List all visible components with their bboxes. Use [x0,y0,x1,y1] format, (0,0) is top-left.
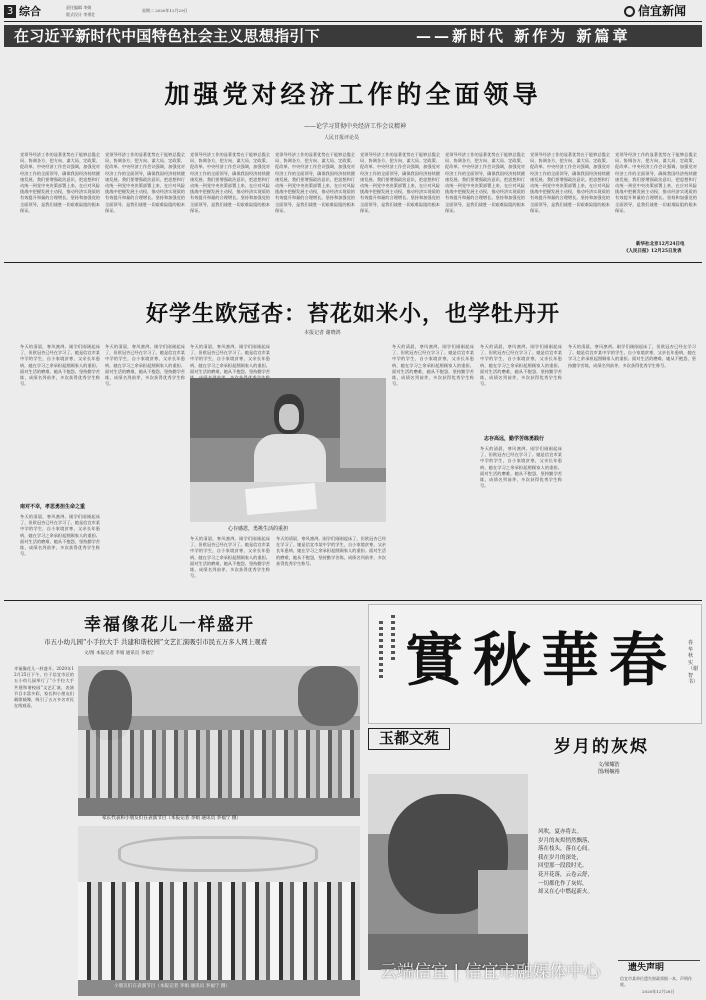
article3-subtitle: 市五小幼儿园“小手拉大手 共建和谐校园”文艺汇演吸引市民五万多人网上观看 [44,638,268,646]
watermark: 云端信宜 | 信宜市融媒体中心 [380,962,601,982]
kindergarten-photo-2 [78,826,360,996]
yudu-column-name: 玉都文苑 [368,728,450,750]
article1-col-8: 党领导经济工作的显著优势在于能够总揽全局、协调各方，把方向、谋大局、定政策、促改革。中央经济工作会议强调，加强党对经济工作的全面领导，确保我国经济持续健康发展。我们要增强政治意识，把思想和行动统一到党中央决策部署上来，在应对风险挑战中把握发展主动权，推动经济实现质的有效提升和量的合理增长。坚持和加强党的全面领导，是我们战胜一切艰难险阻的根本保证。 [615,152,697,213]
photo1-ground [78,798,360,816]
article2-byline: 本报记者 谢晓鸿 [304,330,341,336]
article2-title: 好学生欧冠杏：苔花如米小，也学牡丹开 [145,301,560,327]
theme-banner [4,25,702,47]
essay-title: 岁月的灰烬 [554,737,649,757]
kindergarten-caption-1: 家长代表和小朋友们在表演节目（本报记者 李娟 通讯员 李福宁 摄） [102,816,242,821]
photo1-tree-2 [298,666,358,726]
notice-body: 信宜市某单位遗失财政票据一本，声明作废。 [620,976,692,987]
article2-col-6b: 冬天的清晨，寒风凛冽。刚学们刚刚起床了，但欧冠杏已经在学习了。她是信宜市某中学的学生，自小家境贫寒，父亲长年患病，她在学习之余承担起照顾家人的重担。面对生活的磨难，她从不抱怨，坚持勤学苦练，成绩名列前茅，多次获得优秀学生称号。 [480,446,562,489]
essay-poem: 风吹，夏亦将去。 岁月的灰烬悄然飘落， 落在枝头，落在心间。 我在岁月的深处， 回望那一段段时光。 花开花落，云卷云舒， 一切都化作了灰烬， 却又在心中燃起新火。 [538,829,594,896]
calligraphy-side-label: 春华秋实（谢智 书） [688,640,699,685]
issue-date: 星期二 2020年12月29日 [142,8,188,13]
article1-title: 加强党对经济工作的全面领导 [164,80,542,109]
article-party-economy [4,50,702,280]
section-name: 综合 [19,5,41,18]
article-kindergarten [4,604,360,1000]
article3-byline: 文/图 本报记者 李娟 通讯员 李福宁 [84,651,155,656]
article2-col-3: 冬天的清晨，寒风凛冽。刚学们刚刚起床了，但欧冠杏已经在学习了。她是信宜市某中学的学生，自小家境贫寒，父亲长年患病，她在学习之余承担起照顾家人的重担。面对生活的磨难，她从不抱怨，坚持勤学苦 [190,344,270,374]
article2-col-7: 冬天的清晨，寒风凛冽。刚学们刚刚起床了，但欧冠杏已经在学习了。她是信宜市某中学的学生，自小家境贫寒，父亲长年患病，她在学习之余承担起照顾家人的重担。面对生活的磨难，她从不抱怨，坚持勤学苦练，成绩名列前茅，多次获得优秀学生称号。 [568,344,696,368]
article1-col-4: 党领导经济工作的显著优势在于能够总揽全局、协调各方，把方向、谋大局、定政策、促改革。中央经济工作会议强调，加强党对经济工作的全面领导，确保我国经济持续健康发展。我们要增强政治意识，把思想和行动统一到党中央决策部署上来，在应对风险挑战中把握发展主动权，推动经济实现质的有效提升和量的合理增长。坚持和加强党的全面领导，是我们战胜一切艰难险阻的根本保证。 [275,152,355,213]
article1-byline: 人民日报评论员 [324,135,360,141]
article2-col-1: 冬天的清晨，寒风凛冽。刚学们刚刚起床了，但欧冠杏已经在学习了。她是信宜市某中学的学生，自小家境贫寒，父亲长年患病，她在学习之余承担起照顾家人的重担。面对生活的磨难，她从不抱怨，坚持勤学苦练，成绩名列前茅，多次获得优秀学生称号。 [20,344,100,387]
essay-photo [368,774,528,970]
kindergarten-caption-2: 小朋友们在表演节目（本报记者 李娟 通讯员 李福宁 摄） [114,984,231,989]
article2-col-3b: 冬天的清晨，寒风凛冽。刚学们刚刚起床了，但欧冠杏已经在学习了。她是信宜市某中学的学生，自小家境贫寒，父亲长年患病，她在学习之余承担起照顾家人的重担。面对生活的磨难，她从不抱怨，坚持勤学苦练，成绩名列前茅，多次获得优秀学生称号。 [190,536,270,579]
masthead [4,4,702,20]
editor-line: 责任编辑 李娟 [66,5,92,10]
logo-icon [624,6,635,17]
divider-2 [4,600,702,601]
article2-col-5: 冬天的清晨，寒风凛冽。刚学们刚刚起床了，但欧冠杏已经在学习了。她是信宜市某中学的学生，自小家境贫寒，父亲长年患病，她在学习之余承担起照顾家人的重担。面对生活的磨难，她从不抱怨，坚持勤学苦练，成绩名列前茅，多次获得优秀学生称号。 [392,344,474,387]
page-number: 3 [4,5,16,18]
photo2-children [78,882,360,982]
banner-left: 在习近平新时代中国特色社会主义思想指引下 [14,27,321,45]
article-good-student [4,264,702,620]
article2-col-4b: 冬天的清晨，寒风凛冽。刚学们刚刚起床了，但欧冠杏已经在学习了。她是信宜市某中学的学生，自小家境贫寒，父亲长年患病，她在学习之余承担起照顾家人的重担。面对生活的磨难，她从不抱怨，坚持勤学苦练，成绩名列前茅，多次获得优秀学生称号。 [276,536,386,566]
article2-subhead-2: 志存高远，勤学苦练勇践行 [484,436,545,442]
calligraphy-panel [368,604,702,724]
article1-col-7: 党领导经济工作的显著优势在于能够总揽全局、协调各方，把方向、谋大局、定政策、促改革。中央经济工作会议强调，加强党对经济工作的全面领导，确保我国经济持续健康发展。我们要增强政治意识，把思想和行动统一到党中央决策部署上来，在应对风险挑战中把握发展主动权，推动经济实现质的有效提升和量的合理增长。坚持和加强党的全面领导，是我们战胜一切艰难险阻的根本保证。 [530,152,610,213]
paper-name: 信宜新闻 [638,4,687,18]
article2-col-2: 冬天的清晨，寒风凛冽。刚学们刚刚起床了，但欧冠杏已经在学习了。她是信宜市某中学的学生，自小家境贫寒，父亲长年患病，她在学习之余承担起照顾家人的重担。面对生活的磨难，她从不抱怨，坚持勤学苦练，成绩名列前茅，多次获得优秀学生称号。 [105,344,185,387]
article1-source-1: 新华社北京12月24日电 [636,242,685,247]
article1-subtitle: ——论学习贯彻中央经济工作会议精神 [304,123,407,130]
article3-title: 幸福像花儿一样盛开 [84,615,255,635]
notice-date: 2020年12月28日 [642,989,675,994]
notice-title: 遗失声明 [628,963,665,973]
essay-author: 文/梁耀浩 [598,762,620,768]
paper-logo [624,4,702,19]
calligraphy-seal-text [379,621,383,681]
article2-col-1b: 冬天的清晨，寒风凛冽。刚学们刚刚起床了，但欧冠杏已经在学习了。她是信宜市某中学的学生，自小家境贫寒，父亲长年患病，她在学习之余承担起照顾家人的重担。面对生活的磨难，她从不抱怨，坚持勤学苦练，成绩名列前茅，多次获得优秀学生称号。 [20,514,100,557]
photo1-crowd [78,730,360,800]
article1-col-1: 党领导经济工作的显著优势在于能够总揽全局、协调各方，把方向、谋大局、定政策、促改革。中央经济工作会议强调，加强党对经济工作的全面领导，确保我国经济持续健康发展。我们要增强政治意识，把思想和行动统一到党中央决策部署上来，在应对风险挑战中把握发展主动权，推动经济实现质的有效提升和量的合理增长。坚持和加强党的全面领导，是我们战胜一切艰难险阻的根本保证。 [20,152,100,213]
student-photo-caption: 心存感恩，勇挑生活的重担 [228,526,289,532]
article1-col-6: 党领导经济工作的显著优势在于能够总揽全局、协调各方，把方向、谋大局、定政策、促改革。中央经济工作会议强调，加强党对经济工作的全面领导，确保我国经济持续健康发展。我们要增强政治意识，把思想和行动统一到党中央决策部署上来，在应对风险挑战中把握发展主动权，推动经济实现质的有效提升和量的合理增长。坚持和加强党的全面领导，是我们战胜一切艰难险阻的根本保证。 [445,152,525,213]
article1-col-3: 党领导经济工作的显著优势在于能够总揽全局、协调各方，把方向、谋大局、定政策、促改革。中央经济工作会议强调，加强党对经济工作的全面领导，确保我国经济持续健康发展。我们要增强政治意识，把思想和行动统一到党中央决策部署上来，在应对风险挑战中把握发展主动权，推动经济实现质的有效提升和量的合理增长。坚持和加强党的全面领导，是我们战胜一切艰难险阻的根本保证。 [190,152,270,213]
banner-right: ——新时代 新作为 新篇章 [416,27,631,45]
masthead-rule [4,21,702,22]
article1-col-2: 党领导经济工作的显著优势在于能够总揽全局、协调各方，把方向、谋大局、定政策、促改革。中央经济工作会议强调，加强党对经济工作的全面领导，确保我国经济持续健康发展。我们要增强政治意识，把思想和行动统一到党中央决策部署上来，在应对风险挑战中把握发展主动权，推动经济实现质的有效提升和量的合理增长。坚持和加强党的全面领导，是我们战胜一切艰难险阻的根本保证。 [105,152,185,213]
kindergarten-photo-1 [78,666,360,816]
calligraphy-seal-text-2 [391,615,395,663]
photo2-stage-sign [118,836,318,872]
student-face [279,404,299,430]
article2-col-6: 冬天的清晨，寒风凛冽。刚学们刚刚起床了，但欧冠杏已经在学习了。她是信宜市某中学的学生，自小家境贫寒，父亲长年患病，她在学习之余承担起照顾家人的重担。面对生活的磨难，她从不抱怨，坚持勤学苦练，成绩名列前茅，多次获得优秀学生称号。 [480,344,562,387]
divider-1 [4,262,702,263]
calligraphy-characters: 實秋華春 [405,626,678,694]
photo-wall [340,378,386,468]
article2-subhead-1: 南对不幸，孝思勇担生命之重 [20,504,86,510]
essay-editor: 图/杨毓裕 [598,769,620,775]
article1-col-5: 党领导经济工作的显著优势在于能够总揽全局、协调各方，把方向、谋大局、定政策、促改革。中央经济工作会议强调，加强党对经济工作的全面领导，确保我国经济持续健康发展。我们要增强政治意识，把思想和行动统一到党中央决策部署上来，在应对风险挑战中把握发展主动权，推动经济实现质的有效提升和量的合理增长。坚持和加强党的全面领导，是我们战胜一切艰难险阻的根本保证。 [360,152,440,213]
designer-line: 版式设计 李勇壮 [66,12,96,17]
article1-source-2: 《人民日报》12月25日发表 [624,249,682,254]
student-photo [190,378,386,522]
article3-col-1: 幸福像花儿一样盛开。2020年12月25日下午，位于信宜市区的五小幼儿园举行了“小手拉大手 共建和谐校园”文艺汇演，表演节目丰富多彩，家长和小朋友们载歌载舞，吸引了五万多名市民在线观看。 [14,666,74,709]
